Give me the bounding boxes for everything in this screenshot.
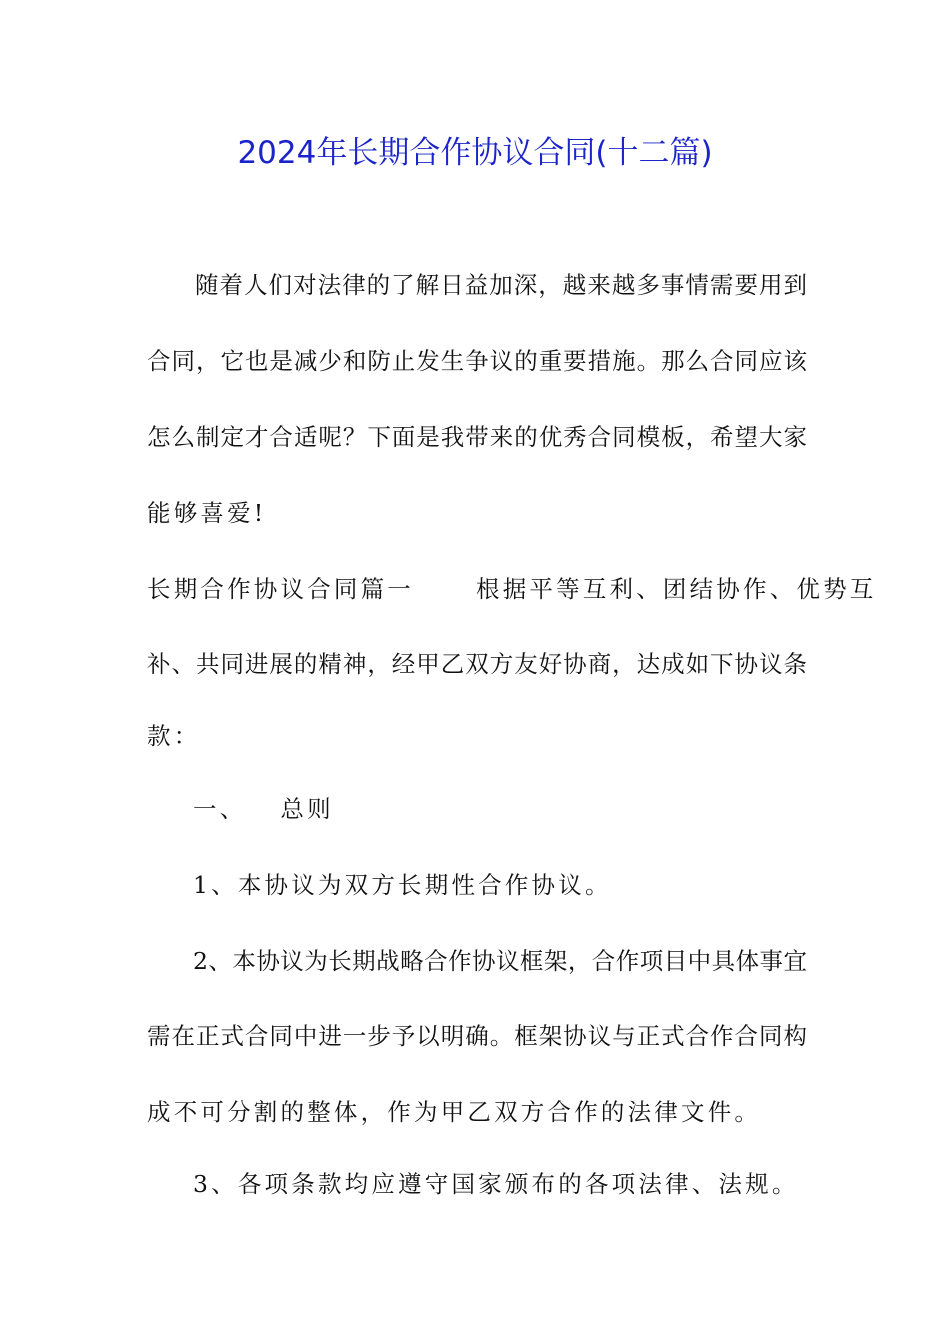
general-label: 总则 [280, 795, 334, 823]
intro-line-2: 合同，它也是减少和防止发生争议的重要措施。那么合同应该 [147, 347, 807, 375]
section-intro-line-3: 款： [147, 722, 201, 750]
intro-line-3: 怎么制定才合适呢？下面是我带来的优秀合同模板，希望大家 [147, 423, 807, 451]
section-intro-text: 根据平等互利、团结协作、优势互 [476, 575, 877, 603]
general-number: 一、 [193, 795, 247, 823]
general-heading [193, 790, 853, 828]
clause-2-line-1: 2、本协议为长期战略合作协议框架，合作项目中具体事宜 [193, 947, 807, 975]
intro-line-1: 随着人们对法律的了解日益加深，越来越多事情需要用到 [195, 271, 807, 299]
document-title: 2024年长期合作协议合同(十二篇) [237, 135, 713, 171]
section-heading: 长期合作协议合同篇一 [147, 575, 414, 603]
section-intro-line-2: 补、共同进展的精神，经甲乙双方友好协商，达成如下协议条 [147, 650, 807, 678]
intro-line-4: 能够喜爱! [147, 499, 267, 527]
clause-3: 3、各项条款均应遵守国家颁布的各项法律、法规。 [193, 1170, 799, 1198]
clause-2-line-3: 成不可分割的整体，作为甲乙双方合作的法律文件。 [147, 1098, 762, 1126]
clause-2-line-2: 需在正式合同中进一步予以明确。框架协议与正式合作合同构 [147, 1022, 807, 1050]
clause-1: 1、本协议为双方长期性合作协议。 [193, 871, 612, 899]
section-heading-line [147, 570, 877, 608]
